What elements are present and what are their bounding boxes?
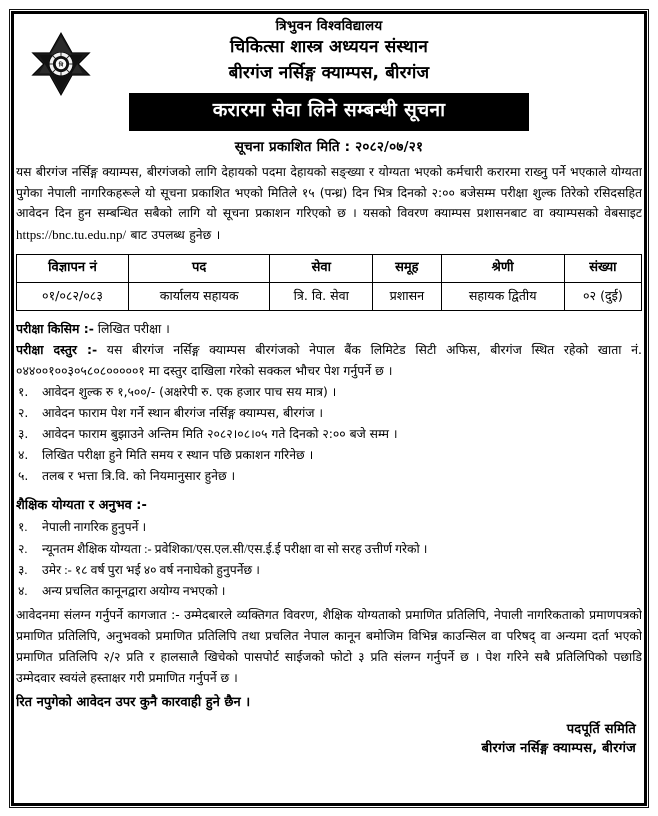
qualification-heading: शैक्षिक योग्यता र अनुभव :- xyxy=(16,498,147,514)
list-item xyxy=(16,382,642,403)
list-item xyxy=(16,517,642,538)
tribhuvan-university-star-emblem-icon xyxy=(30,31,92,97)
exam-details-section xyxy=(16,318,642,488)
list-item xyxy=(16,403,642,424)
list-item-text: आवेदन फाराम पेश गर्ने स्थान बीरगंज नर्सिङ्ग क्याम्पस, बीरगंज । xyxy=(42,405,324,420)
list-item-text: लिखित परीक्षा हुने मिति समय र स्थान पछि प्रकाशन गरिनेछ । xyxy=(42,448,314,463)
notice-header xyxy=(16,15,642,155)
cell-class: सहायक द्वितीय xyxy=(441,283,564,311)
list-item-text: आवेदन शुल्क रु १,५००/- (अक्षरेपी रु. एक हजार पाच सय मात्र) । xyxy=(42,384,337,399)
svg-text:त्रि: त्रि xyxy=(58,62,64,69)
table-header-service: सेवा xyxy=(270,254,373,282)
intro-paragraph xyxy=(16,162,642,246)
cell-ad-no: ०१/०८२/०८३ xyxy=(17,283,129,311)
list-item xyxy=(16,445,642,466)
footer-campus: बीरगंज नर्सिङ्ग क्याम्पस, बीरगंज xyxy=(481,741,636,757)
exam-type-label: परीक्षा किसिम :- xyxy=(16,320,94,336)
exam-fee-line xyxy=(16,339,642,382)
notice-title-banner: करारमा सेवा लिने सम्बन्धी सूचना xyxy=(129,93,529,131)
list-item-text: न्यूनतम शैक्षिक योग्यता :- प्रवेशिका/एस.एल.सी/एस.ई.ई परीक्षा वा सो सरह उत्तीर्ण गरेको । xyxy=(42,541,428,556)
cell-group: प्रशासन xyxy=(373,283,441,311)
qualification-list xyxy=(16,517,642,602)
exam-type-line xyxy=(16,318,642,339)
notice-content xyxy=(16,15,642,802)
list-item-number: १. xyxy=(18,520,28,535)
cell-post: कार्यालय सहायक xyxy=(128,283,269,311)
list-item-number: ४. xyxy=(18,583,28,598)
list-item-number: ५. xyxy=(18,469,29,484)
table-header-class: श्रेणी xyxy=(441,254,564,282)
table-header-row xyxy=(17,254,642,282)
list-item-number: ४. xyxy=(18,448,29,463)
cell-service: त्रि. वि. सेवा xyxy=(270,283,373,311)
list-item xyxy=(16,466,642,487)
notice-title-banner-wrap xyxy=(16,93,642,131)
list-item-text: आवेदन फाराम बुझाउने अन्तिम मिति २०८२।०८।०५ गते दिनको २:०० बजे सम्म । xyxy=(42,427,398,442)
intro-text-head: यस बीरगंज नर्सिङ्ग क्याम्पस, बीरगंजको लागि देहायको पदमा देहायको सङ्ख्या र योग्यता भएको कर्मचारी करारमा राख्नु पर्ने भएकाले योग्यता पुगेका नेपाली नागरिकहरूले यो सूचना प्रकाशित भएको मितिले १५ (पन्ध्र) दिन भित्र दिनको २:०० बजेसम्म परीक्षा शुल्क तिरेको रसिदसहित आवेदन दिन हुन सम्बन्धित सबैको लागि यो सूचना प्रकाशन गरिएको छ । यसको विवरण क्याम्पस प्रशासनबाट वा क्याम्पसको वेबसाइट xyxy=(16,164,642,221)
fee-conditions-list xyxy=(16,382,642,488)
campus-website-link[interactable]: https://bnc.tu.edu.np/ xyxy=(16,226,127,242)
list-item-number: २. xyxy=(18,541,28,556)
required-documents-paragraph: आवेदनमा संलग्न गर्नुपर्ने कागजात :- उम्मेदबारले व्यक्तिगत विवरण, शैक्षिक योग्यताको प्रमाणित प्रतिलिपि, नेपाली नागरिकताको प्रमाणपत्रको प्रमाणित प्रतिलिपि, अनुभवको प्रमाणित प्रतिलिपि तथा प्रचलित नेपाल कानून बमोजिम विभिन्न काउन्सिल वा परिषद् वा अन्यमा दर्ता भएको प्रमाणित प्रतिलिपि २/२ प्रति र हालसालै खिचेको पासपोर्ट साईजको फोटो ३ प्रति संलग्न गर्नुपर्ने छ । पेश गरिने सबै प्रतिलिपिको पछाडि उम्मेदवार स्वयंले हस्ताक्षर गरी प्रमाणित गर्नुपर्ने छ । xyxy=(16,607,642,686)
published-date: सूचना प्रकाशित मिति : २०८२/०७/२१ xyxy=(234,138,424,155)
list-item xyxy=(16,560,642,581)
notice-footer xyxy=(16,720,642,759)
exam-type-value: लिखित परीक्षा । xyxy=(93,320,170,336)
final-note: रित नपुगेको आवेदन उपर कुनै कारवाही हुने छैन । xyxy=(16,694,251,710)
table-row xyxy=(17,283,642,311)
list-item-number: ३. xyxy=(18,562,28,577)
exam-fee-value: यस बीरगंज नर्सिङ्ग क्याम्पस बीरगंजको नेपाल बैंक लिमिटेड सिटी अफिस, बीरगंज स्थित रहेको खाता नं. ०४४००१००३०५८०८०००००१ मा दस्तुर दाखिला गरेको सक्कल भौचर पेश गर्नुपर्ने छ । xyxy=(16,342,642,379)
list-item-text: तलब र भत्ता त्रि.वि. को नियमानुसार हुनेछ । xyxy=(42,469,236,484)
table-header-count: संख्या xyxy=(564,254,641,282)
campus-name: बीरगंज नर्सिङ्ग क्याम्पस, बीरगंज xyxy=(228,62,430,83)
list-item xyxy=(16,581,642,602)
list-item-text: नेपाली नागरिक हुनुपर्ने । xyxy=(42,520,147,535)
intro-text-tail: बाट उपलब्ध हुनेछ । xyxy=(126,227,221,242)
list-item-number: २. xyxy=(18,405,29,420)
university-name: त्रिभुवन विश्वविद्यालय xyxy=(275,18,383,34)
exam-fee-label: परीक्षा दस्तुर :- xyxy=(16,342,98,358)
list-item xyxy=(16,539,642,560)
table-header-ad-no: विज्ञापन नं xyxy=(17,254,129,282)
table-header-group: समूह xyxy=(373,254,441,282)
list-item-text: उमेर :- १८ वर्ष पुरा भई ४० वर्ष ननाघेको हुनुपर्नेछ । xyxy=(42,562,260,577)
vacancy-table xyxy=(16,254,642,311)
footer-committee: पदपूर्ति समिति xyxy=(566,721,636,737)
table-header-post: पद xyxy=(128,254,269,282)
list-item-number: १. xyxy=(18,384,29,399)
institute-name: चिकित्सा शास्त्र अध्ययन संस्थान xyxy=(230,37,428,58)
list-item xyxy=(16,424,642,445)
list-item-text: अन्य प्रचलित कानूनद्वारा अयोग्य नभएको । xyxy=(42,583,226,598)
list-item-number: ३. xyxy=(18,427,29,442)
cell-count: ०२ (दुई) xyxy=(564,283,641,311)
